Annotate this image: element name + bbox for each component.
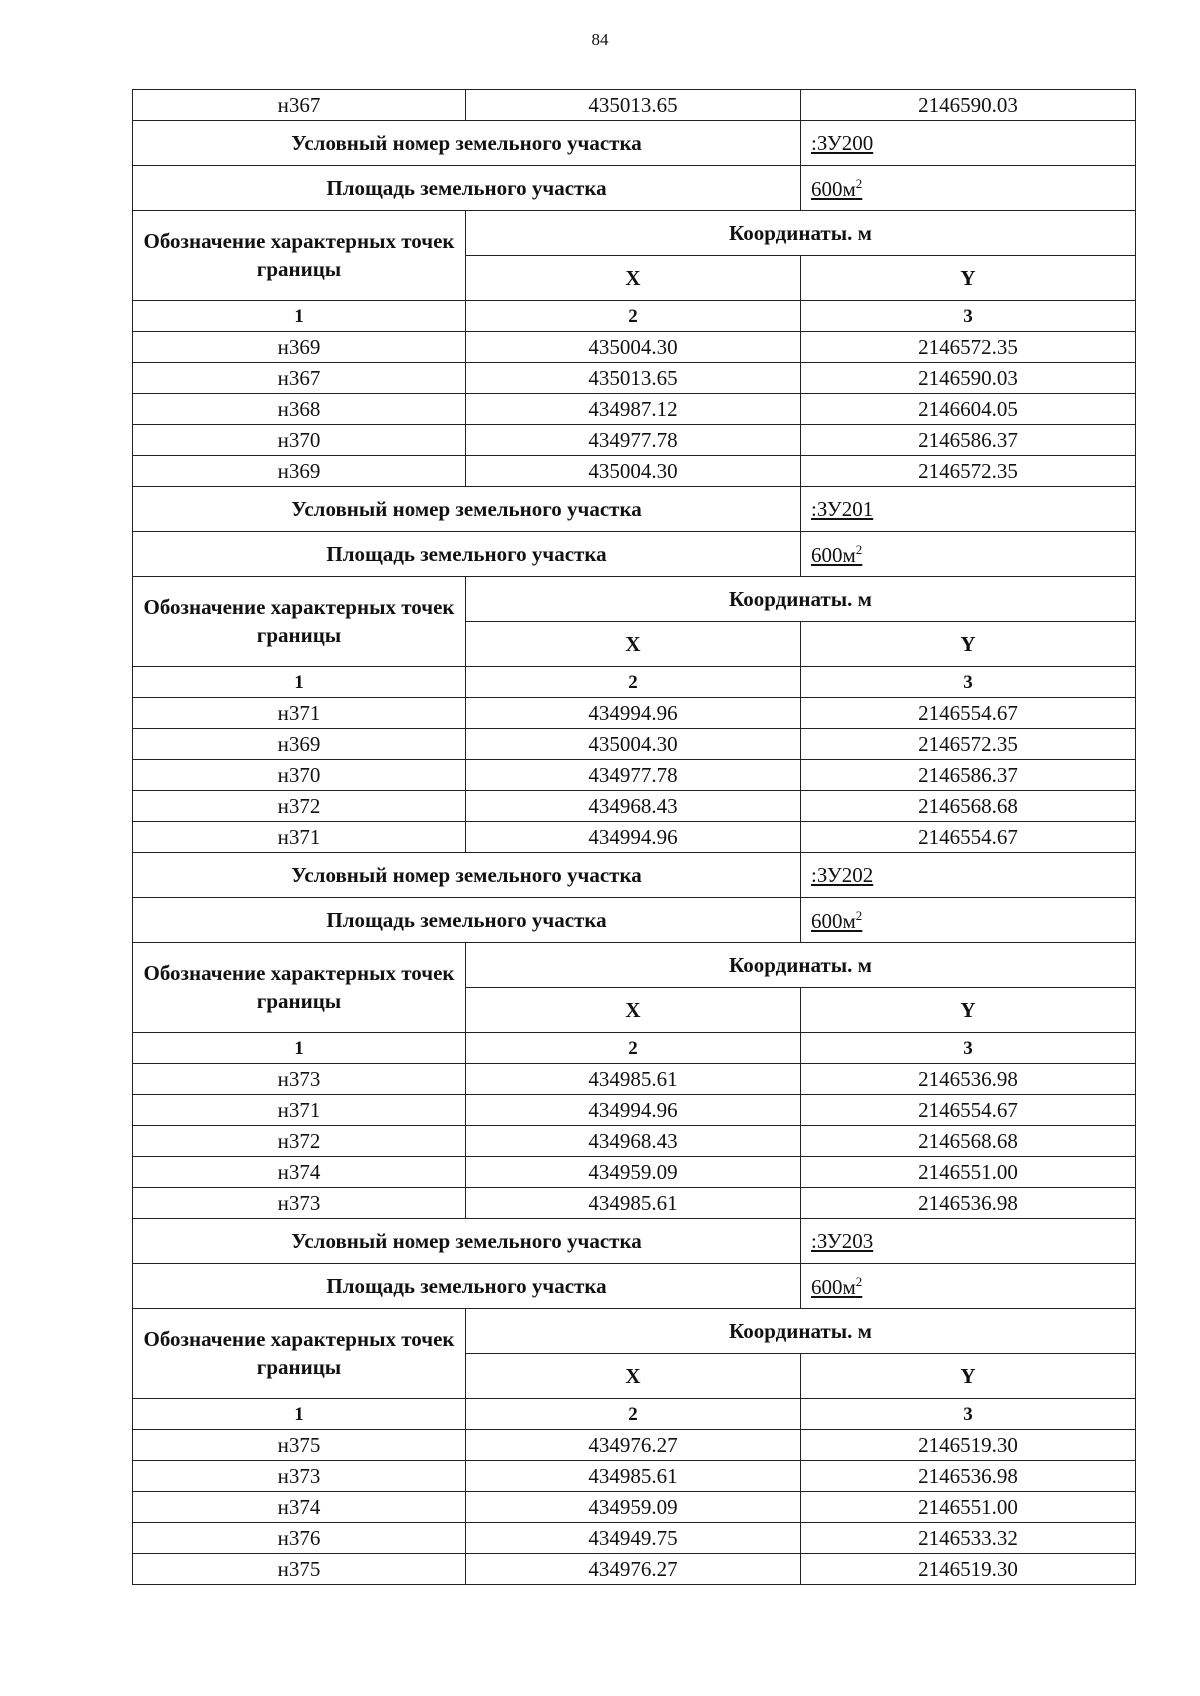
- x-cell: 435013.65: [466, 90, 801, 121]
- plot-area: [811, 909, 862, 933]
- header-row: [133, 1309, 1136, 1354]
- plot-area-label: Площадь земельного участка: [133, 532, 801, 577]
- x-header: X: [466, 622, 801, 667]
- y-cell: 2146586.37: [801, 425, 1136, 456]
- table-row: [133, 1492, 1136, 1523]
- plot-number: :ЗУ200: [811, 130, 874, 155]
- coords-header: Координаты. м: [466, 211, 1136, 256]
- points-header: Обозначение характерных точек границы: [133, 577, 466, 667]
- column-number: 3: [801, 301, 1136, 332]
- x-header: X: [466, 256, 801, 301]
- points-header: Обозначение характерных точек границы: [133, 211, 466, 301]
- plot-area-value: [801, 898, 1136, 943]
- point-cell: н367: [133, 363, 466, 394]
- x-cell: 435013.65: [466, 363, 801, 394]
- table-row: [133, 456, 1136, 487]
- y-cell: 2146536.98: [801, 1064, 1136, 1095]
- table-row: [133, 1523, 1136, 1554]
- plot-area-value: [801, 1264, 1136, 1309]
- point-cell: н369: [133, 332, 466, 363]
- point-cell: н370: [133, 425, 466, 456]
- column-number: 3: [801, 1033, 1136, 1064]
- point-cell: н371: [133, 822, 466, 853]
- column-number-row: [133, 667, 1136, 698]
- point-cell: н371: [133, 1095, 466, 1126]
- point-cell: н368: [133, 394, 466, 425]
- point-cell: н373: [133, 1064, 466, 1095]
- area-number: 600м: [811, 542, 856, 567]
- area-superscript: 2: [855, 1273, 863, 1289]
- column-number: 1: [133, 667, 466, 698]
- point-cell: н367: [133, 90, 466, 121]
- points-header: Обозначение характерных точек границы: [133, 943, 466, 1033]
- plot-number-value: [801, 487, 1136, 532]
- x-header: X: [466, 1354, 801, 1399]
- column-number: 2: [466, 1399, 801, 1430]
- column-number: 2: [466, 301, 801, 332]
- point-cell: н372: [133, 1126, 466, 1157]
- x-cell: 434985.61: [466, 1064, 801, 1095]
- point-cell: н373: [133, 1188, 466, 1219]
- coords-header: Координаты. м: [466, 577, 1136, 622]
- table-row: [133, 1461, 1136, 1492]
- point-cell: н369: [133, 456, 466, 487]
- plot-number-label: Условный номер земельного участка: [133, 121, 801, 166]
- x-cell: 434987.12: [466, 394, 801, 425]
- table-row: [133, 1188, 1136, 1219]
- header-row: [133, 943, 1136, 988]
- plot-number-label: Условный номер земельного участка: [133, 1219, 801, 1264]
- y-cell: 2146519.30: [801, 1430, 1136, 1461]
- plot-number-row: [133, 1219, 1136, 1264]
- column-number-row: [133, 1399, 1136, 1430]
- table-row: [133, 1095, 1136, 1126]
- y-cell: 2146551.00: [801, 1492, 1136, 1523]
- point-cell: н370: [133, 760, 466, 791]
- table-row: [133, 791, 1136, 822]
- y-cell: 2146586.37: [801, 760, 1136, 791]
- plot-area: [811, 543, 862, 567]
- point-cell: н374: [133, 1492, 466, 1523]
- table-row: [133, 822, 1136, 853]
- area-number: 600м: [811, 176, 856, 201]
- plot-area-value: [801, 166, 1136, 211]
- y-cell: 2146590.03: [801, 90, 1136, 121]
- point-cell: н375: [133, 1554, 466, 1585]
- table-row: [133, 1157, 1136, 1188]
- y-cell: 2146604.05: [801, 394, 1136, 425]
- table-row: [133, 1554, 1136, 1585]
- plot-number-label: Условный номер земельного участка: [133, 487, 801, 532]
- plot-number-value: [801, 1219, 1136, 1264]
- x-cell: 434994.96: [466, 1095, 801, 1126]
- plot-number-value: [801, 121, 1136, 166]
- points-header: Обозначение характерных точек границы: [133, 1309, 466, 1399]
- plot-area-row: [133, 532, 1136, 577]
- area-number: 600м: [811, 908, 856, 933]
- point-cell: н376: [133, 1523, 466, 1554]
- y-cell: 2146568.68: [801, 791, 1136, 822]
- table-row: [133, 363, 1136, 394]
- x-cell: 434959.09: [466, 1492, 801, 1523]
- y-cell: 2146590.03: [801, 363, 1136, 394]
- x-cell: 434977.78: [466, 760, 801, 791]
- x-cell: 434968.43: [466, 1126, 801, 1157]
- table-row: [133, 760, 1136, 791]
- y-cell: 2146568.68: [801, 1126, 1136, 1157]
- y-header: Y: [801, 988, 1136, 1033]
- table-row: [133, 729, 1136, 760]
- plot-number-row: [133, 853, 1136, 898]
- y-cell: 2146554.67: [801, 822, 1136, 853]
- x-cell: 435004.30: [466, 456, 801, 487]
- column-number: 1: [133, 301, 466, 332]
- table-row: [133, 425, 1136, 456]
- column-number: 3: [801, 667, 1136, 698]
- column-number: 1: [133, 1399, 466, 1430]
- plot-area-label: Площадь земельного участка: [133, 898, 801, 943]
- table-row: [133, 90, 1136, 121]
- column-number-row: [133, 1033, 1136, 1064]
- x-cell: 434976.27: [466, 1430, 801, 1461]
- plot-area-label: Площадь земельного участка: [133, 1264, 801, 1309]
- y-header: Y: [801, 256, 1136, 301]
- x-cell: 435004.30: [466, 332, 801, 363]
- point-cell: н375: [133, 1430, 466, 1461]
- x-cell: 434976.27: [466, 1554, 801, 1585]
- x-cell: 434994.96: [466, 698, 801, 729]
- area-superscript: 2: [855, 175, 863, 191]
- plot-number-label: Условный номер земельного участка: [133, 853, 801, 898]
- table-row: [133, 698, 1136, 729]
- x-cell: 434985.61: [466, 1461, 801, 1492]
- y-cell: 2146572.35: [801, 729, 1136, 760]
- x-cell: 434968.43: [466, 791, 801, 822]
- plot-area-row: [133, 166, 1136, 211]
- point-cell: н374: [133, 1157, 466, 1188]
- area-superscript: 2: [855, 541, 863, 557]
- point-cell: н369: [133, 729, 466, 760]
- coords-header: Координаты. м: [466, 943, 1136, 988]
- x-cell: 434994.96: [466, 822, 801, 853]
- coords-header: Координаты. м: [466, 1309, 1136, 1354]
- y-cell: 2146533.32: [801, 1523, 1136, 1554]
- column-number-row: [133, 301, 1136, 332]
- x-cell: 434959.09: [466, 1157, 801, 1188]
- y-cell: 2146536.98: [801, 1461, 1136, 1492]
- y-cell: 2146536.98: [801, 1188, 1136, 1219]
- area-number: 600м: [811, 1274, 856, 1299]
- table-row: [133, 332, 1136, 363]
- x-cell: 434977.78: [466, 425, 801, 456]
- y-cell: 2146519.30: [801, 1554, 1136, 1585]
- plot-number: :ЗУ202: [811, 862, 874, 887]
- column-number: 2: [466, 667, 801, 698]
- y-cell: 2146572.35: [801, 456, 1136, 487]
- plot-number-row: [133, 121, 1136, 166]
- point-cell: н371: [133, 698, 466, 729]
- table-row: [133, 1430, 1136, 1461]
- x-cell: 434985.61: [466, 1188, 801, 1219]
- plot-area-value: [801, 532, 1136, 577]
- column-number: 3: [801, 1399, 1136, 1430]
- coordinates-table: [132, 89, 1136, 1585]
- y-cell: 2146572.35: [801, 332, 1136, 363]
- y-header: Y: [801, 1354, 1136, 1399]
- header-row: [133, 211, 1136, 256]
- plot-area: [811, 177, 862, 201]
- column-number: 2: [466, 1033, 801, 1064]
- header-row: [133, 577, 1136, 622]
- point-cell: н372: [133, 791, 466, 822]
- area-superscript: 2: [855, 907, 863, 923]
- plot-area-row: [133, 898, 1136, 943]
- y-header: Y: [801, 622, 1136, 667]
- plot-area: [811, 1275, 862, 1299]
- plot-number-row: [133, 487, 1136, 532]
- plot-number-value: [801, 853, 1136, 898]
- y-cell: 2146554.67: [801, 698, 1136, 729]
- x-header: X: [466, 988, 801, 1033]
- column-number: 1: [133, 1033, 466, 1064]
- page-number: 84: [591, 30, 609, 49]
- point-cell: н373: [133, 1461, 466, 1492]
- x-cell: 435004.30: [466, 729, 801, 760]
- table-row: [133, 1064, 1136, 1095]
- plot-area-row: [133, 1264, 1136, 1309]
- table-row: [133, 394, 1136, 425]
- plot-number: :ЗУ203: [811, 1228, 874, 1253]
- y-cell: 2146554.67: [801, 1095, 1136, 1126]
- x-cell: 434949.75: [466, 1523, 801, 1554]
- plot-number: :ЗУ201: [811, 496, 874, 521]
- y-cell: 2146551.00: [801, 1157, 1136, 1188]
- plot-area-label: Площадь земельного участка: [133, 166, 801, 211]
- table-row: [133, 1126, 1136, 1157]
